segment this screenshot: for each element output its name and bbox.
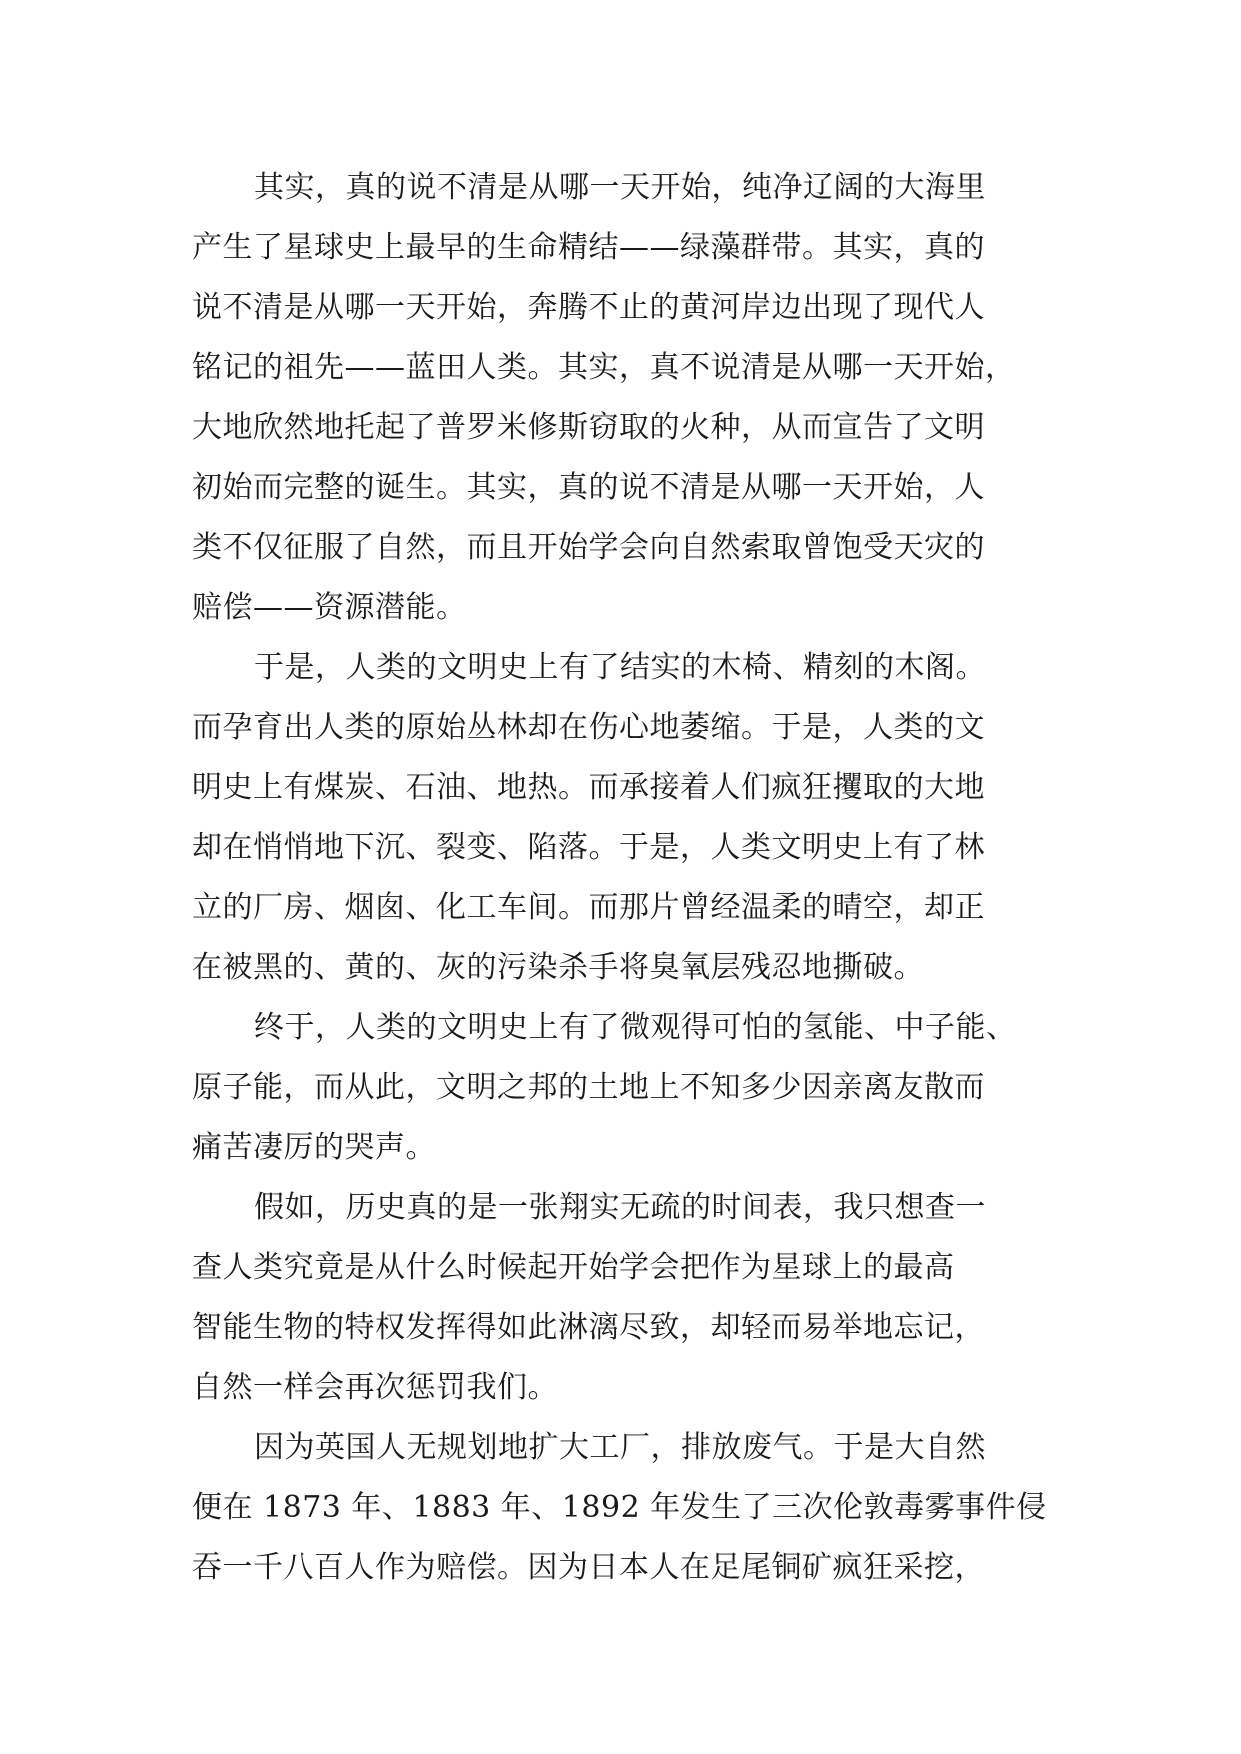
text-line: 说不清是从哪一天开始，奔腾不止的黄河岸边出现了现代人 <box>192 290 985 325</box>
text-line: 终于，人类的文明史上有了微观得可怕的氢能、中子能、 <box>254 1010 1017 1045</box>
text-line: 产生了星球史上最早的生命精结——绿藻群带。其实，真的 <box>192 230 985 265</box>
paragraph-2 <box>192 638 1050 998</box>
text-line: 却在悄悄地下沉、裂变、陷落。于是，人类文明史上有了林 <box>192 830 985 865</box>
text-line: 铭记的祖先——蓝田人类。其实，真不说清是从哪一天开始， <box>192 350 1016 385</box>
text-line: 原子能，而从此，文明之邦的土地上不知多少因亲离友散而 <box>192 1070 985 1105</box>
document-body <box>192 158 1050 1598</box>
paragraph-3 <box>192 998 1050 1178</box>
text-line: 立的厂房、烟囱、化工车间。而那片曾经温柔的晴空，却正 <box>192 890 985 925</box>
text-line: 类不仅征服了自然，而且开始学会向自然索取曾饱受天灾的 <box>192 530 985 565</box>
text-line: 智能生物的特权发挥得如此淋漓尽致，却轻而易举地忘记， <box>192 1310 985 1345</box>
paragraph-1 <box>192 158 1050 638</box>
text-line: 吞一千八百人作为赔偿。因为日本人在足尾铜矿疯狂采挖， <box>192 1550 985 1585</box>
text-line: 便在 1873 年、1883 年、1892 年发生了三次伦敦毒雾事件侵 <box>192 1490 1047 1525</box>
text-line: 痛苦凄厉的哭声。 <box>192 1130 436 1165</box>
text-line: 于是，人类的文明史上有了结实的木椅、精刻的木阁。 <box>254 650 986 685</box>
text-line: 明史上有煤炭、石油、地热。而承接着人们疯狂攫取的大地 <box>192 770 985 805</box>
text-line: 在被黑的、黄的、灰的污染杀手将臭氧层残忍地撕破。 <box>192 950 924 985</box>
paragraph-5 <box>192 1418 1050 1598</box>
text-line: 大地欣然地托起了普罗米修斯窃取的火种，从而宣告了文明 <box>192 410 985 445</box>
text-line: 赔偿——资源潜能。 <box>192 590 467 625</box>
text-line: 查人类究竟是从什么时候起开始学会把作为星球上的最高 <box>192 1250 955 1285</box>
text-line: 假如，历史真的是一张翔实无疏的时间表，我只想查一 <box>254 1190 986 1225</box>
text-line: 初始而完整的诞生。其实，真的说不清是从哪一天开始，人 <box>192 470 985 505</box>
text-line: 其实，真的说不清是从哪一天开始，纯净辽阔的大海里 <box>254 170 986 205</box>
text-line: 而孕育出人类的原始丛林却在伤心地萎缩。于是，人类的文 <box>192 710 985 745</box>
text-line: 自然一样会再次惩罚我们。 <box>192 1370 558 1405</box>
paragraph-4 <box>192 1178 1050 1418</box>
text-line: 因为英国人无规划地扩大工厂，排放废气。于是大自然 <box>254 1430 986 1465</box>
